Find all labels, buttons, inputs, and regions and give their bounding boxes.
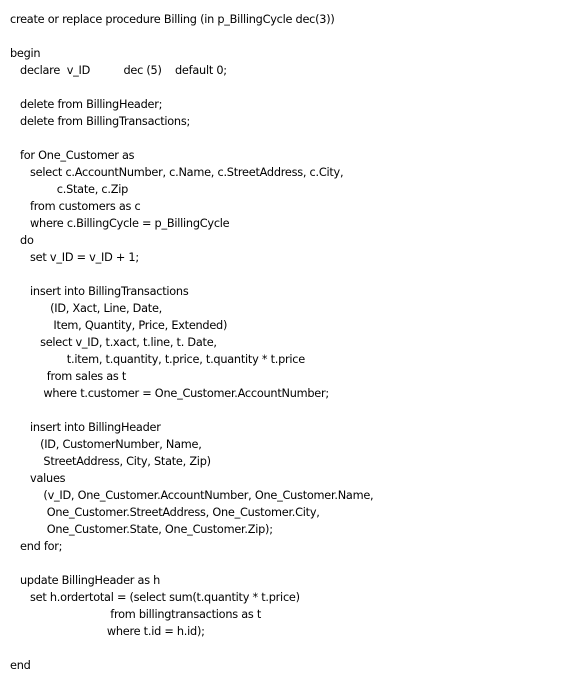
code-line: update BillingHeader as h [10, 574, 161, 587]
code-line: set h.ordertotal = (select sum(t.quantity * t.price) [10, 591, 300, 604]
code-line: from customers as c [10, 200, 141, 213]
code-line: create or replace procedure Billing (in p_BillingCycle dec(3)) [10, 13, 335, 26]
code-line: t.item, t.quantity, t.price, t.quantity * t.price [10, 353, 305, 366]
code-line: where t.id = h.id); [10, 625, 205, 638]
code-line: insert into BillingTransactions [10, 285, 189, 298]
code-line [10, 28, 575, 45]
code-line: set v_ID = v_ID + 1; [10, 251, 139, 264]
code-line: delete from BillingHeader; [10, 98, 163, 111]
code-line [10, 266, 575, 283]
code-line: from billingtransactions as t [10, 608, 262, 621]
code-line: begin [10, 47, 41, 60]
code-line: for One_Customer as [10, 149, 135, 162]
code-line: end for; [10, 540, 63, 553]
code-line: where t.customer = One_Customer.AccountNumber; [10, 387, 329, 400]
code-line: declare v_ID dec (5) default 0; [10, 64, 227, 77]
code-line [10, 79, 575, 96]
code-line: (v_ID, One_Customer.AccountNumber, One_Customer.Name, [10, 489, 374, 502]
code-line [10, 640, 575, 657]
code-line: One_Customer.StreetAddress, One_Customer.City, [10, 506, 320, 519]
code-line: insert into BillingHeader [10, 421, 161, 434]
code-line [10, 402, 575, 419]
code-line: One_Customer.State, One_Customer.Zip); [10, 523, 273, 536]
code-line: end [10, 659, 31, 672]
code-line: select c.AccountNumber, c.Name, c.StreetAddress, c.City, [10, 166, 344, 179]
code-line: values [10, 472, 66, 485]
code-line [10, 555, 575, 572]
code-line: c.State, c.Zip [10, 183, 129, 196]
code-line [10, 130, 575, 147]
code-line: select v_ID, t.xact, t.line, t. Date, [10, 336, 217, 349]
code-line: StreetAddress, City, State, Zip) [10, 455, 211, 468]
code-line: from sales as t [10, 370, 127, 383]
code-line: Item, Quantity, Price, Extended) [10, 319, 228, 332]
code-line: (ID, CustomerNumber, Name, [10, 438, 202, 451]
sql-procedure-code-block [10, 11, 575, 674]
code-line: do [10, 234, 34, 247]
code-line: delete from BillingTransactions; [10, 115, 191, 128]
code-line: where c.BillingCycle = p_BillingCycle [10, 217, 230, 230]
code-line: (ID, Xact, Line, Date, [10, 302, 163, 315]
